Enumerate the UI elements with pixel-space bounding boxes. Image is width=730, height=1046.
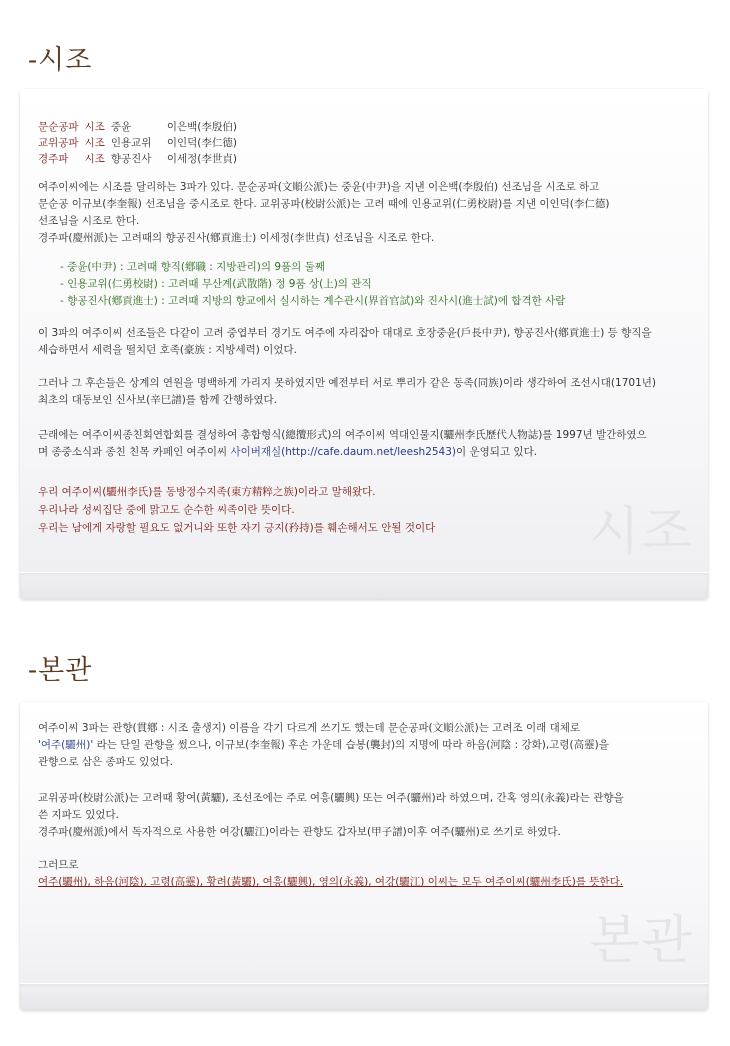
sijo-paragraph-4 xyxy=(38,427,647,461)
note-line: - 인용교위(仁勇校尉) : 고려때 무산계(武散階) 정 9품 상(上)의 관직 xyxy=(60,278,372,290)
bongwan-paragraph-3 xyxy=(38,857,623,891)
text-line: 쓴 지파도 있었다. xyxy=(38,809,120,821)
founder-name: 이은백(李殷伯) xyxy=(166,121,237,133)
text-line: 여주이씨 3파는 관향(貫鄕 : 시조 출생지) 이름을 각기 다르게 쓰기도 했는데 문순공파(文順公派)는 고려조 이래 대체로 xyxy=(38,722,581,734)
founder-rank: 인용교위 xyxy=(110,137,152,149)
text-line: 경주파(慶州派)는 고려때의 향공진사(鄕貢進士) 이세정(李世貞) 선조님을 시조로 한다. xyxy=(38,232,435,244)
text-line: 여주이씨에는 시조를 달리하는 3파가 있다. 문순공파(文順公派)는 중윤(中尹)을 지낸 이은백(李殷伯) 선조님을 시조로 하고 xyxy=(38,181,600,193)
founder-role: 시조 xyxy=(84,137,105,149)
bongwan-panel-footer xyxy=(20,983,708,1010)
founder-rank: 향공진사 xyxy=(110,153,152,165)
sijo-paragraph-2 xyxy=(38,325,652,359)
founder-role: 시조 xyxy=(84,121,105,133)
text-line: 세습하면서 세력을 떨치던 호족(豪族 : 지방세력) 이었다. xyxy=(38,344,297,356)
text-line: 그러나 그 후손들은 상계의 연원을 명백하게 가리지 못하였지만 예전부터 서로 뿌리가 같은 동족(同族)이라 생각하여 조선시대(1701년) xyxy=(38,377,656,389)
bongwan-title: -본관 xyxy=(28,655,93,686)
text-span: 라는 단일 관향을 썼으나, 이규보(李奎報) 후손 가운데 습봉(襲封)의 지명에 따라 하음(河陰 : 강화),고령(高靈)을 xyxy=(93,739,609,751)
text-line: 교위공파(校尉公派)는 고려때 황여(黃驪), 조선조에는 주로 여흥(驪興) 또는 여주(驪州)라 하였으며, 간혹 영의(永義)라는 관향을 xyxy=(38,792,624,804)
text-line: 최초의 대동보인 신사보(辛巳譜)를 함께 간행하였다. xyxy=(38,394,277,406)
sijo-paragraph-1 xyxy=(38,179,610,247)
text-line: 문순공 이규보(李奎報) 선조님을 중시조로 한다. 교위공파(校尉公派)는 고려 때에 인용교위(仁勇校尉)를 지낸 이인덕(李仁德) xyxy=(38,198,610,210)
bongwan-paragraph-1 xyxy=(38,720,609,771)
text-line xyxy=(38,444,647,461)
founder-branch: 경주파 xyxy=(38,153,69,165)
founder-row xyxy=(38,135,243,151)
closing-line: 우리 여주이씨(驪州李氏)를 동방정수지족(東方精粹之族)이라고 말해왔다. xyxy=(38,486,376,498)
text-line xyxy=(38,737,609,754)
note-line: - 중윤(中尹) : 고려때 향직(鄕職 : 지방관리)의 9품의 둘째 xyxy=(60,261,325,273)
sijo-title: -시조 xyxy=(28,45,93,76)
text-line: 그러므로 xyxy=(38,859,79,871)
founder-name: 이인덕(李仁德) xyxy=(166,137,237,149)
closing-line: 우리나라 성씨집단 중에 맑고도 순수한 씨족이란 뜻이다. xyxy=(38,504,295,516)
sijo-paragraph-3 xyxy=(38,375,656,409)
text-line: 이 3파의 여주이씨 선조들은 다같이 고려 중엽부터 경기도 여주에 자리잡아 대대로 호장중윤(戶長中尹), 향공진사(鄕貢進士) 등 향직을 xyxy=(38,327,652,339)
founder-row xyxy=(38,119,243,135)
founder-branch: 교위공파 xyxy=(38,137,79,149)
bongwan-panel xyxy=(20,702,708,1010)
sijo-watermark: 시조 xyxy=(589,502,694,562)
founder-branch: 문순공파 xyxy=(38,121,79,133)
founder-row xyxy=(38,151,243,167)
sijo-panel-footer xyxy=(20,572,708,599)
text-line: 관향으로 삼은 종파도 있었다. xyxy=(38,756,174,768)
sijo-panel xyxy=(20,89,708,599)
note-line: - 향공진사(鄕貢進士) : 고려때 지방의 향교에서 실시하는 계수관시(界首官試)와 진사시(進士試)에 합격한 사람 xyxy=(60,295,566,307)
text-span: 며 종중소식과 종친 친목 카페인 여주이씨 xyxy=(38,446,231,458)
sijo-closing xyxy=(38,483,435,537)
founders-table xyxy=(38,119,243,167)
founder-role: 시조 xyxy=(84,153,105,165)
founder-rank: 중윤 xyxy=(110,121,132,133)
text-line: 경주파(慶州派)에서 독자적으로 사용한 여강(驪江)이라는 관향도 갑자보(甲子譜)이후 여주(驪州)로 쓰기로 하였다. xyxy=(38,826,561,838)
text-span: 이 운영되고 있다. xyxy=(456,446,538,458)
bongwan-paragraph-2 xyxy=(38,790,624,841)
text-line: 근래에는 여주이씨종친회연합회를 결성하여 총합형식(總攬形式)의 여주이씨 역대인물지(驪州李氏歷代人物誌)를 1997년 발간하였으 xyxy=(38,429,647,441)
text-line: 선조님을 시조로 한다. xyxy=(38,215,140,227)
founder-name: 이세정(李世貞) xyxy=(166,153,237,165)
conclusion-line: 여주(驪州), 하음(河陰), 고령(高靈), 황려(黃驪), 여흥(驪興), 영의(永義), 여강(驪江) 이씨는 모두 여주이씨(驪州李氏)를 뜻한다. xyxy=(38,876,624,888)
bongwan-watermark: 본관 xyxy=(589,911,694,971)
quote-term: '여주(驪州)' xyxy=(38,739,94,751)
cafe-link[interactable]: 사이버재실(http://cafe.daum.net/leesh2543) xyxy=(230,446,457,458)
sijo-notes xyxy=(60,259,565,310)
closing-line: 우리는 남에게 자랑할 필요도 없거니와 또한 자기 긍지(矜持)를 훼손해서도 안될 것이다 xyxy=(38,522,436,534)
